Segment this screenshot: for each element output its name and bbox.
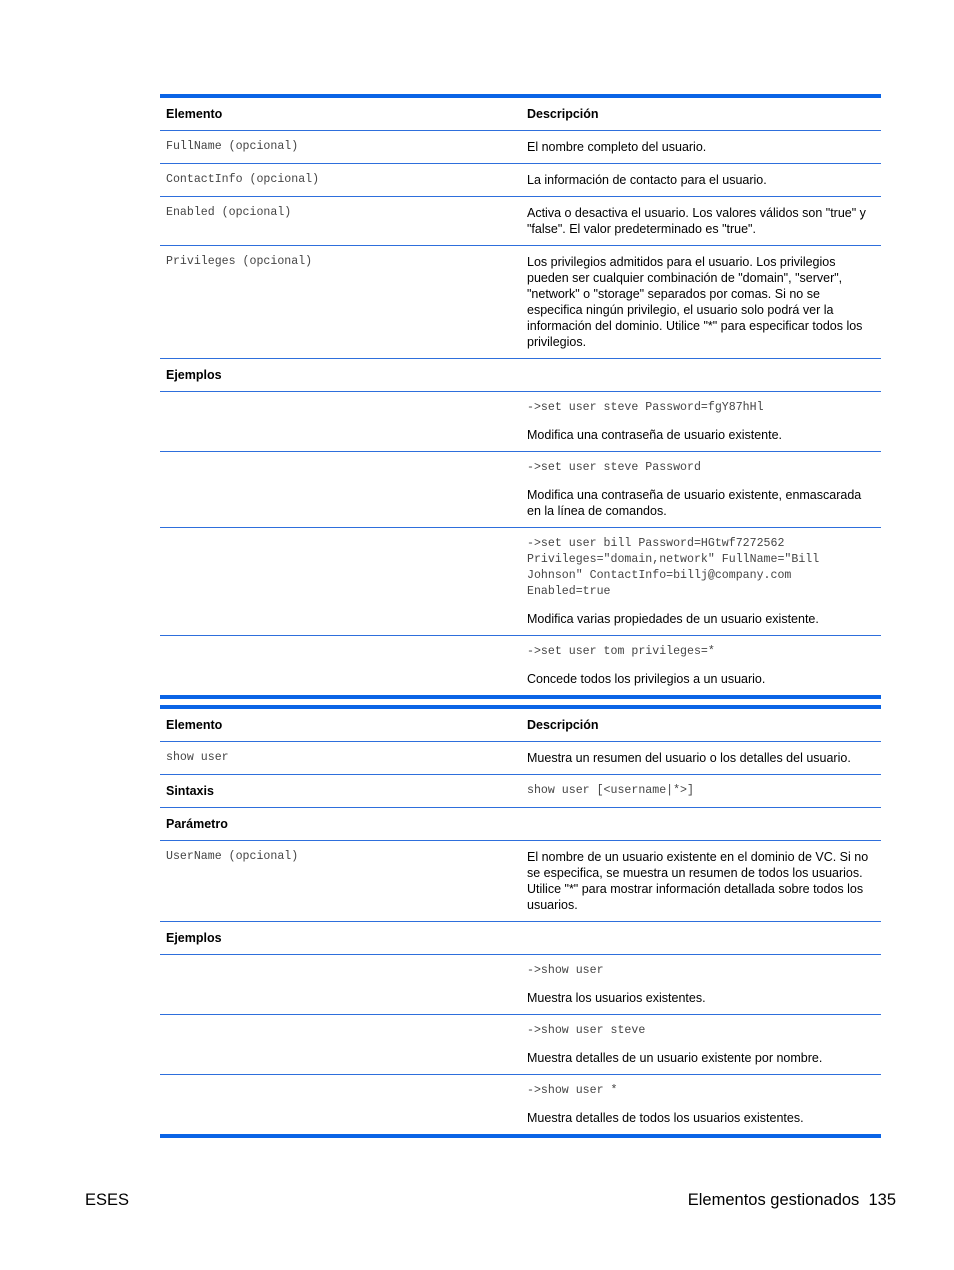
- param-label: Parámetro: [166, 817, 228, 831]
- example-row: [160, 955, 881, 1015]
- param-desc: Activa o desactiva el usuario. Los valores válidos son "true" y "false". El valor predeterminado es "true".: [527, 206, 866, 236]
- examples-label: Ejemplos: [166, 368, 222, 382]
- param-name: FullName (opcional): [166, 140, 299, 153]
- param-name: Enabled (opcional): [166, 206, 292, 219]
- syntax-label: Sintaxis: [166, 784, 214, 798]
- example-desc: Modifica una contraseña de usuario existente.: [527, 428, 783, 442]
- header-element: Elemento: [166, 107, 223, 121]
- syntax-value: show user [<username|*>]: [527, 784, 694, 797]
- show-user-table: [160, 705, 881, 1138]
- table-row: [160, 841, 881, 922]
- example-desc: Modifica una contraseña de usuario existente, enmascarada en la línea de comandos.: [527, 488, 862, 518]
- param-desc: El nombre completo del usuario.: [527, 140, 707, 154]
- table-row: [160, 131, 881, 164]
- param-name: Privileges (opcional): [166, 255, 313, 268]
- footer-section: Elementos gestionados: [687, 1191, 860, 1209]
- page-number: 135: [868, 1191, 896, 1209]
- example-command: ->show user *: [527, 1084, 618, 1097]
- footer-right: [688, 1191, 896, 1210]
- example-command: ->set user tom privileges=*: [527, 645, 715, 658]
- param-heading-row: [160, 808, 881, 841]
- syntax-row: [160, 775, 881, 808]
- example-row: [160, 636, 881, 695]
- example-desc: Muestra detalles de todos los usuarios existentes.: [527, 1111, 804, 1125]
- command-name: show user: [166, 751, 229, 764]
- examples-heading-row: [160, 359, 881, 392]
- param-desc: El nombre de un usuario existente en el dominio de VC. Si no se especifica, se muestra un resumen de todos los usuarios. Utilice "*" para mostrar información detallada sobre todos los usuarios.: [527, 850, 869, 912]
- param-desc: La información de contacto para el usuario.: [527, 173, 767, 187]
- param-name: ContactInfo (opcional): [166, 173, 320, 186]
- table-header: [160, 709, 881, 742]
- examples-heading-row: [160, 922, 881, 955]
- example-row: [160, 528, 881, 636]
- example-desc: Concede todos los privilegios a un usuario.: [527, 672, 766, 686]
- command-desc: Muestra un resumen del usuario o los detalles del usuario.: [527, 751, 851, 765]
- param-name: UserName (opcional): [166, 850, 299, 863]
- table-header: [160, 98, 881, 131]
- footer-locale: ESES: [85, 1191, 130, 1209]
- example-row: [160, 392, 881, 452]
- example-command: ->set user steve Password=fgY87hHl: [527, 401, 764, 414]
- example-row: [160, 1015, 881, 1075]
- set-user-table: [160, 94, 881, 699]
- param-desc: Los privilegios admitidos para el usuario. Los privilegios pueden ser cualquier combinación de "domain", "server", "network" o "storage" separados por comas. Si no se especifica ningún privilegio, el usuario solo podrá ver la información del dominio. Utilice "*" para especificar todos los privilegios.: [527, 255, 863, 349]
- example-row: [160, 1075, 881, 1134]
- example-desc: Muestra detalles de un usuario existente por nombre.: [527, 1051, 823, 1065]
- table-row: [160, 164, 881, 197]
- table-row: [160, 197, 881, 246]
- header-description: Descripción: [527, 107, 599, 121]
- example-desc: Muestra los usuarios existentes.: [527, 991, 706, 1005]
- example-command: ->set user steve Password: [527, 461, 701, 474]
- example-command: ->set user bill Password=HGtwf7272562 Privileges="domain,network" FullName="Bill Johnson" ContactInfo=billj@company.com Enabled=true: [527, 537, 820, 598]
- example-command: ->show user steve: [527, 1024, 646, 1037]
- examples-label: Ejemplos: [166, 931, 222, 945]
- example-desc: Modifica varias propiedades de un usuario existente.: [527, 612, 819, 626]
- table-row: [160, 246, 881, 359]
- header-element: Elemento: [166, 718, 223, 732]
- example-command: ->show user: [527, 964, 604, 977]
- example-row: [160, 452, 881, 528]
- header-description: Descripción: [527, 718, 599, 732]
- command-row: [160, 742, 881, 775]
